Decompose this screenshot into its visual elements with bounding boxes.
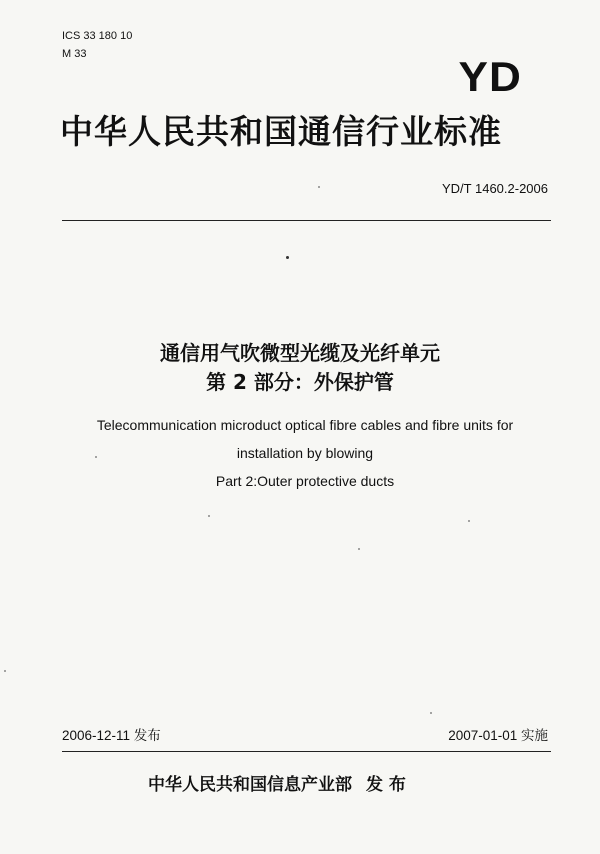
- top-divider: [62, 220, 551, 221]
- scan-speck: [95, 456, 97, 458]
- yd-logo: YD: [458, 53, 522, 100]
- document-title-en-line1: Telecommunication microduct optical fibre cables and fibre units for: [96, 417, 514, 433]
- publisher-name: 中华人民共和国信息产业部: [148, 775, 352, 795]
- standard-number: YD/T 1460.2-2006: [442, 181, 548, 196]
- document-title-cn-line2: 第 2 部分：外保护管: [206, 370, 394, 394]
- classification-code: M 33: [62, 48, 87, 60]
- scan-speck: [358, 548, 360, 550]
- publish-action: 发 布: [366, 775, 406, 795]
- publisher-line: [148, 774, 406, 796]
- document-title-en-line3: Part 2:Outer protective ducts: [215, 473, 395, 489]
- bottom-divider: [62, 751, 551, 752]
- issue-date: 2006-12-11 发布: [62, 728, 161, 743]
- document-title-cn-line1: 通信用气吹微型光缆及光纤单元: [160, 341, 440, 365]
- scan-speck: [430, 712, 432, 714]
- scan-speck: [4, 670, 6, 672]
- standard-title: 中华人民共和国通信行业标准: [60, 112, 502, 151]
- decorative-dot: [286, 256, 289, 259]
- scan-speck: [318, 186, 320, 188]
- document-title-en-line2: installation by blowing: [236, 445, 374, 461]
- ics-code: ICS 33 180 10: [62, 30, 133, 42]
- implementation-date: 2007-01-01 实施: [448, 728, 548, 743]
- scan-speck: [208, 515, 210, 517]
- scan-speck: [468, 520, 470, 522]
